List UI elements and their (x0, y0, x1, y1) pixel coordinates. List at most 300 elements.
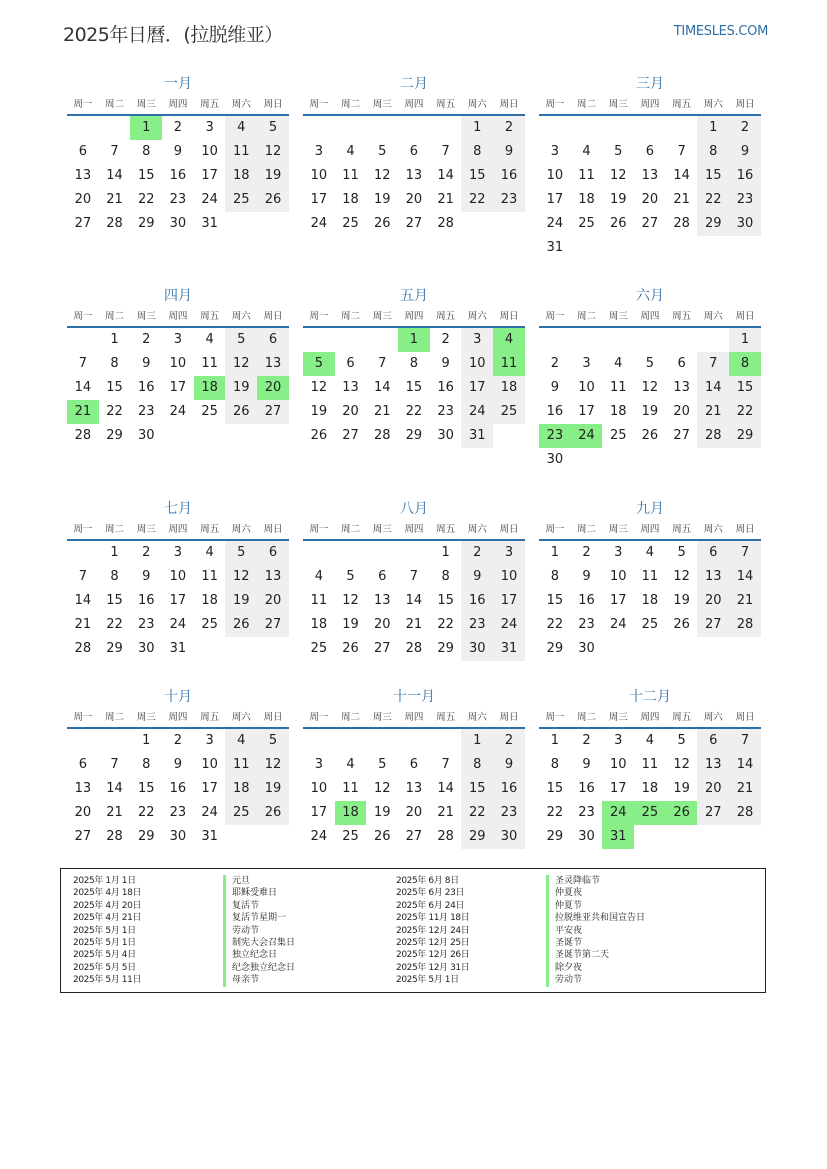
day-cell: 20 (257, 589, 289, 613)
day-cell: 12 (609, 168, 627, 183)
weekday-label: 周六 (703, 524, 723, 535)
day-cell: 12 (257, 753, 289, 777)
day-cell: 9 (142, 569, 151, 584)
weekday-label: 周五 (436, 311, 456, 322)
holiday-day-cell: 8 (729, 352, 761, 376)
holiday-name: 耶稣受难日 (223, 887, 277, 899)
holiday-row (396, 937, 645, 949)
day-cell: 31 (546, 240, 564, 255)
empty-cell (697, 328, 729, 352)
empty-cell (257, 424, 289, 448)
weekday-label: 周日 (735, 311, 755, 322)
weekday-label: 周日 (735, 712, 755, 723)
day-cell: 30 (169, 216, 187, 231)
empty-cell (67, 729, 99, 753)
day-cell: 16 (546, 404, 564, 419)
holiday-row (396, 925, 645, 937)
holiday-name: 除夕夜 (546, 962, 582, 974)
month-name: 七月 (164, 501, 192, 517)
empty-cell (729, 637, 761, 661)
weekday-label: 周二 (577, 99, 597, 110)
empty-cell (666, 328, 698, 352)
day-cell: 19 (257, 777, 289, 801)
holiday-date: 2025年 12月 25日 (396, 938, 470, 949)
day-cell: 2 (550, 356, 559, 371)
holiday-row (73, 925, 295, 937)
day-cell: 20 (405, 805, 423, 820)
empty-cell (225, 424, 257, 448)
empty-cell (666, 637, 698, 661)
day-cell: 16 (461, 589, 493, 613)
holiday-row (73, 900, 295, 912)
weekday-label: 周四 (404, 524, 424, 535)
weekday-label: 周四 (640, 99, 660, 110)
month-2 (303, 72, 525, 236)
day-cell: 24 (609, 617, 627, 632)
weekday-label: 周一 (309, 99, 329, 110)
day-cell: 10 (461, 352, 493, 376)
day-cell: 23 (729, 188, 761, 212)
weekday-label: 周三 (136, 524, 156, 535)
day-cell: 2 (493, 729, 525, 753)
empty-cell (162, 424, 194, 448)
day-cell: 25 (342, 829, 359, 844)
day-cell: 15 (461, 164, 493, 188)
day-cell: 30 (461, 637, 493, 661)
day-cell: 3 (614, 545, 623, 560)
day-cell: 6 (78, 757, 87, 772)
day-cell: 23 (137, 404, 155, 419)
day-cell: 12 (373, 168, 391, 183)
day-cell: 24 (546, 216, 564, 231)
holiday-row (73, 875, 295, 887)
holiday-date: 2025年 4月 20日 (73, 900, 142, 911)
day-cell: 20 (405, 192, 423, 207)
empty-cell (303, 729, 335, 753)
weekday-label: 周二 (577, 712, 597, 723)
day-cell: 29 (461, 825, 493, 849)
day-cell: 2 (582, 733, 591, 748)
day-cell: 14 (405, 593, 423, 608)
empty-cell (666, 116, 698, 140)
day-cell: 8 (110, 356, 119, 371)
day-cell: 28 (729, 801, 761, 825)
weekday-label: 周二 (105, 524, 125, 535)
day-cell: 28 (405, 641, 423, 656)
day-cell: 7 (677, 144, 686, 159)
day-cell: 25 (201, 404, 218, 419)
day-grid (67, 328, 289, 448)
day-cell: 14 (437, 781, 454, 796)
holiday-row (396, 912, 645, 924)
weekday-label: 周四 (168, 311, 188, 322)
day-cell: 1 (461, 729, 493, 753)
day-cell: 25 (310, 641, 328, 656)
weekday-label: 周三 (608, 99, 628, 110)
holiday-name: 仲夏夜 (546, 887, 582, 899)
day-cell: 18 (225, 164, 257, 188)
weekday-label: 周二 (341, 99, 361, 110)
day-cell: 17 (578, 404, 595, 419)
holiday-date: 2025年 4月 21日 (73, 913, 142, 924)
weekday-label: 周五 (200, 99, 220, 110)
weekday-header (67, 709, 289, 729)
day-cell: 4 (314, 569, 323, 584)
day-cell: 30 (578, 641, 595, 656)
empty-cell (99, 729, 131, 753)
day-cell: 7 (409, 569, 419, 584)
weekday-label: 周六 (467, 712, 487, 723)
empty-cell (666, 448, 698, 472)
day-cell: 4 (205, 332, 214, 347)
day-cell: 17 (201, 781, 218, 796)
empty-cell (729, 448, 761, 472)
weekday-header (67, 96, 289, 116)
day-cell: 31 (461, 424, 493, 448)
day-cell: 9 (461, 565, 493, 589)
day-cell: 17 (609, 781, 627, 796)
day-cell: 16 (169, 781, 187, 796)
day-cell: 22 (405, 404, 423, 419)
weekday-label: 周日 (263, 99, 283, 110)
day-cell: 6 (697, 729, 729, 753)
day-cell: 24 (201, 192, 218, 207)
weekday-label: 周六 (231, 524, 251, 535)
weekday-label: 周一 (545, 311, 565, 322)
month-name: 五月 (400, 288, 428, 304)
day-cell: 14 (673, 168, 690, 183)
day-cell: 25 (578, 216, 595, 231)
empty-cell (539, 116, 571, 140)
month-3 (539, 72, 761, 260)
day-cell: 6 (257, 328, 289, 352)
holiday-name: 劳动节 (546, 974, 582, 986)
day-cell: 19 (673, 593, 690, 608)
holiday-name: 平安夜 (546, 925, 582, 937)
weekday-header (303, 308, 525, 328)
day-cell: 24 (493, 613, 525, 637)
day-cell: 3 (173, 545, 183, 560)
holiday-list-right (396, 875, 645, 987)
day-cell: 30 (169, 829, 187, 844)
day-cell: 4 (346, 757, 355, 772)
weekday-label: 周六 (231, 311, 251, 322)
holiday-day-cell: 23 (539, 424, 571, 448)
day-cell: 30 (578, 829, 595, 844)
empty-cell (634, 448, 666, 472)
empty-cell (729, 236, 761, 260)
weekday-label: 周日 (499, 712, 519, 723)
holiday-date: 2025年 6月 23日 (396, 888, 465, 899)
day-cell: 11 (201, 356, 218, 371)
day-cell: 30 (137, 641, 155, 656)
day-cell: 27 (373, 641, 391, 656)
day-cell: 22 (461, 188, 493, 212)
holiday-name: 独立纪念日 (223, 949, 277, 961)
day-cell: 27 (74, 216, 92, 231)
holiday-name: 复活节 (223, 900, 259, 912)
day-cell: 13 (405, 781, 423, 796)
weekday-label: 周五 (200, 311, 220, 322)
weekday-label: 周四 (404, 712, 424, 723)
holiday-name: 圣诞节 (546, 937, 582, 949)
day-cell: 28 (74, 428, 92, 443)
page-title: 2025年日曆．(拉脱维亚） (63, 24, 283, 46)
day-cell: 11 (641, 757, 659, 772)
day-cell: 19 (310, 404, 328, 419)
day-cell: 9 (493, 140, 525, 164)
holiday-row (396, 949, 645, 961)
day-cell: 29 (137, 829, 155, 844)
empty-cell (697, 637, 729, 661)
weekday-label: 周三 (372, 712, 392, 723)
holiday-day-cell: 24 (602, 801, 634, 825)
empty-cell (303, 541, 335, 565)
day-cell: 6 (346, 356, 355, 371)
weekday-header (539, 521, 761, 541)
day-cell: 26 (257, 801, 289, 825)
weekday-label: 周二 (577, 311, 597, 322)
empty-cell (634, 116, 666, 140)
weekday-label: 周五 (436, 712, 456, 723)
day-cell: 21 (437, 192, 454, 207)
weekday-label: 周五 (672, 99, 692, 110)
day-cell: 19 (373, 805, 391, 820)
day-cell: 31 (201, 216, 218, 231)
day-cell: 14 (729, 565, 761, 589)
day-cell: 1 (110, 545, 119, 560)
day-cell: 16 (437, 380, 454, 395)
empty-cell (335, 116, 367, 140)
weekday-label: 周六 (703, 311, 723, 322)
holiday-name: 劳动节 (223, 925, 259, 937)
day-cell: 14 (106, 781, 123, 796)
day-cell: 19 (641, 404, 659, 419)
day-grid (303, 729, 525, 849)
day-cell: 18 (641, 593, 659, 608)
empty-cell (257, 212, 289, 236)
day-cell: 3 (314, 757, 323, 772)
day-cell: 5 (225, 541, 257, 565)
holiday-date: 2025年 1月 1日 (73, 876, 136, 886)
weekday-label: 周一 (73, 99, 93, 110)
day-cell: 5 (257, 729, 289, 753)
weekday-label: 周日 (263, 524, 283, 535)
weekday-header (303, 96, 525, 116)
day-cell: 23 (437, 404, 454, 419)
day-cell: 20 (74, 192, 92, 207)
empty-cell (335, 729, 367, 753)
holiday-date: 2025年 12月 24日 (396, 925, 470, 936)
day-cell: 17 (461, 376, 493, 400)
day-cell: 21 (697, 400, 729, 424)
empty-cell (539, 328, 571, 352)
weekday-label: 周六 (467, 311, 487, 322)
empty-cell (571, 448, 603, 472)
empty-cell (666, 825, 698, 849)
day-cell: 5 (645, 356, 655, 371)
month-10 (67, 685, 289, 849)
weekday-label: 周一 (309, 712, 329, 723)
day-cell: 14 (373, 380, 391, 395)
month-name: 十月 (164, 689, 192, 705)
holiday-date: 2025年 11月 18日 (396, 913, 470, 924)
day-cell: 25 (609, 428, 627, 443)
day-cell: 28 (106, 216, 123, 231)
day-cell: 19 (225, 589, 257, 613)
day-grid (539, 541, 761, 661)
day-cell: 6 (409, 757, 419, 772)
day-cell: 4 (205, 545, 214, 560)
weekday-label: 周五 (200, 524, 220, 535)
holiday-row (73, 937, 295, 949)
day-cell: 11 (342, 168, 359, 183)
day-cell: 3 (205, 120, 214, 135)
day-cell: 1 (110, 332, 119, 347)
day-cell: 21 (373, 404, 391, 419)
day-cell: 8 (409, 356, 419, 371)
weekday-label: 周一 (73, 712, 93, 723)
day-cell: 13 (405, 168, 423, 183)
empty-cell (67, 116, 99, 140)
holiday-day-cell: 24 (571, 424, 603, 448)
day-cell: 10 (169, 569, 187, 584)
day-cell: 30 (493, 825, 525, 849)
day-cell: 27 (257, 613, 289, 637)
day-cell: 3 (550, 144, 559, 159)
day-cell: 13 (74, 168, 92, 183)
empty-cell (366, 116, 398, 140)
empty-cell (602, 116, 634, 140)
day-cell: 19 (225, 376, 257, 400)
empty-cell (430, 729, 462, 753)
day-cell: 28 (373, 428, 391, 443)
day-cell: 18 (310, 617, 328, 632)
day-cell: 13 (342, 380, 359, 395)
day-cell: 16 (493, 777, 525, 801)
weekday-label: 周六 (467, 524, 487, 535)
day-cell: 23 (578, 617, 595, 632)
day-cell: 5 (378, 757, 387, 772)
weekday-header (67, 521, 289, 541)
day-cell: 6 (677, 356, 686, 371)
empty-cell (430, 116, 462, 140)
day-cell: 3 (493, 541, 525, 565)
holiday-date: 2025年 6月 24日 (396, 900, 465, 911)
day-cell: 23 (169, 192, 187, 207)
weekday-label: 周四 (404, 99, 424, 110)
day-cell: 27 (697, 801, 729, 825)
holiday-name: 母亲节 (223, 974, 259, 986)
weekday-header (67, 308, 289, 328)
weekday-label: 周日 (735, 524, 755, 535)
day-cell: 30 (546, 452, 564, 467)
holiday-row (396, 875, 645, 887)
day-cell: 5 (677, 545, 686, 560)
weekday-label: 周四 (640, 311, 660, 322)
day-cell: 29 (106, 641, 123, 656)
day-cell: 14 (437, 168, 454, 183)
day-cell: 27 (673, 428, 690, 443)
day-cell: 28 (437, 829, 454, 844)
holiday-day-cell: 18 (335, 801, 367, 825)
site-link[interactable]: TIMESLES.COM (673, 24, 768, 39)
day-grid (303, 541, 525, 661)
day-cell: 22 (137, 805, 155, 820)
holiday-row (73, 912, 295, 924)
holiday-date: 2025年 5月 5日 (73, 962, 136, 973)
holiday-name: 圣灵降临节 (546, 875, 600, 887)
weekday-label: 周三 (136, 99, 156, 110)
day-cell: 7 (441, 757, 450, 772)
empty-cell (571, 236, 603, 260)
empty-cell (493, 424, 525, 448)
day-cell: 3 (173, 332, 183, 347)
holiday-name: 元旦 (223, 875, 250, 887)
day-cell: 25 (201, 617, 218, 632)
day-cell: 15 (137, 781, 155, 796)
day-cell: 24 (169, 404, 187, 419)
day-cell: 3 (582, 356, 591, 371)
day-cell: 1 (697, 116, 729, 140)
month-name: 二月 (400, 76, 428, 92)
weekday-label: 周六 (467, 99, 487, 110)
day-cell: 26 (310, 428, 328, 443)
holiday-day-cell: 21 (67, 400, 99, 424)
day-cell: 27 (697, 613, 729, 637)
day-cell: 24 (169, 617, 187, 632)
day-cell: 12 (373, 781, 391, 796)
day-cell: 21 (106, 192, 123, 207)
day-cell: 1 (461, 116, 493, 140)
weekday-label: 周二 (341, 524, 361, 535)
day-cell: 17 (169, 593, 187, 608)
day-cell: 7 (78, 356, 87, 371)
weekday-label: 周二 (105, 311, 125, 322)
weekday-label: 周日 (499, 524, 519, 535)
day-cell: 19 (673, 781, 690, 796)
holiday-date: 2025年 6月 8日 (396, 876, 459, 886)
empty-cell (257, 825, 289, 849)
day-cell: 26 (342, 641, 359, 656)
day-cell: 5 (225, 328, 257, 352)
weekday-label: 周四 (404, 311, 424, 322)
month-6 (539, 284, 761, 472)
month-9 (539, 497, 761, 661)
day-cell: 26 (225, 613, 257, 637)
weekday-label: 周六 (231, 712, 251, 723)
weekday-label: 周三 (372, 311, 392, 322)
empty-cell (398, 541, 430, 565)
day-cell: 6 (697, 541, 729, 565)
day-cell: 25 (342, 216, 359, 231)
empty-cell (99, 116, 131, 140)
day-cell: 8 (550, 569, 559, 584)
weekday-label: 周四 (168, 99, 188, 110)
day-cell: 4 (614, 356, 623, 371)
month-name: 九月 (636, 501, 664, 517)
day-cell: 17 (310, 192, 328, 207)
day-cell: 15 (697, 164, 729, 188)
empty-cell (493, 212, 525, 236)
day-cell: 11 (225, 753, 257, 777)
day-cell: 22 (437, 617, 454, 632)
day-cell: 12 (225, 565, 257, 589)
empty-cell (729, 825, 761, 849)
day-cell: 18 (578, 192, 595, 207)
weekday-label: 周一 (545, 712, 565, 723)
day-cell: 17 (546, 192, 564, 207)
